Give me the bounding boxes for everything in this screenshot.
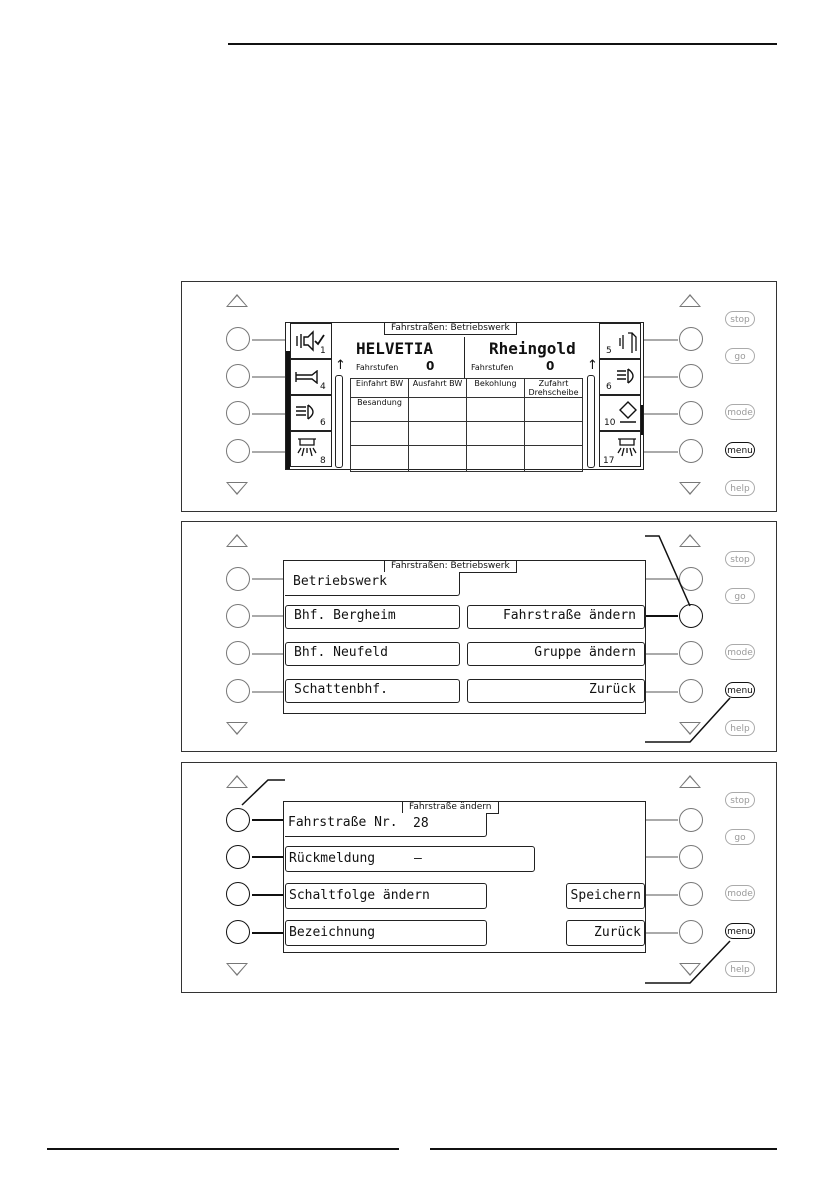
menu-key[interactable]: menu (725, 682, 755, 698)
menu-key[interactable]: menu (725, 442, 755, 458)
device-panel-3 (181, 762, 777, 993)
function-key-interior-light[interactable]: 8 (290, 431, 332, 467)
stop-key[interactable]: stop (725, 551, 755, 567)
speed-label-right: Fahrstufen (471, 363, 514, 372)
route-cell[interactable]: Zufahrt Drehscheibe (525, 379, 583, 398)
mode-key[interactable]: mode (725, 644, 755, 660)
help-key[interactable]: help (725, 480, 755, 496)
right-knob-2[interactable] (679, 364, 703, 388)
left-up-arrow-icon[interactable] (226, 294, 248, 307)
go-key[interactable]: go (725, 348, 755, 364)
route-cell[interactable] (467, 446, 525, 472)
function-key-turntable[interactable]: 10 (599, 395, 641, 431)
group-button-neufeld[interactable]: Bhf. Neufeld (285, 642, 460, 666)
group-button-betriebswerk[interactable]: Betriebswerk (285, 572, 460, 596)
rueckmeldung-field[interactable] (285, 846, 535, 872)
help-key[interactable]: help (725, 961, 755, 977)
function-key-cab-light-right[interactable]: 17 (599, 431, 641, 467)
right-knob-1[interactable] (679, 327, 703, 351)
whistle-icon (295, 370, 321, 384)
headlight-icon (295, 404, 321, 420)
route-cell[interactable] (351, 422, 409, 446)
right-down-arrow-icon[interactable] (679, 482, 701, 495)
fahrstrasse-nr-value: 28 (413, 816, 429, 831)
right-knob-3[interactable] (679, 401, 703, 425)
direction-arrow-left-icon: ↑ (335, 358, 346, 373)
fahrstrasse-nr-label: Fahrstraße Nr. (288, 815, 398, 830)
zurueck-button[interactable]: Zurück (566, 920, 645, 946)
screen-title: Fahrstraßen: Betriebswerk (384, 323, 517, 335)
footer-rule-left (47, 1148, 399, 1150)
gruppe-aendern-button[interactable]: Gruppe ändern (467, 642, 645, 666)
function-key-headlight-right[interactable]: 6 (599, 359, 641, 395)
route-cell[interactable]: Einfahrt BW (351, 379, 409, 398)
loco-name-right: Rheingold (489, 339, 576, 358)
footer-rule-right (430, 1148, 777, 1150)
route-cell[interactable] (525, 422, 583, 446)
fahrstrasse-nr-field[interactable] (285, 813, 487, 837)
display-screen-3 (283, 801, 646, 953)
speichern-button[interactable]: Speichern (566, 883, 645, 909)
screen-title: Fahrstraße ändern (402, 802, 499, 814)
route-cell[interactable]: Besandung (351, 398, 409, 422)
direction-arrow-right-icon: ↑ (587, 358, 598, 373)
function-key-bell[interactable]: 5 (599, 323, 641, 359)
left-knob-4[interactable] (226, 439, 250, 463)
group-button-schattenbhf[interactable]: Schattenbhf. (285, 679, 460, 703)
menu-key[interactable]: menu (725, 923, 755, 939)
route-cell[interactable] (525, 446, 583, 472)
left-knob-1[interactable] (226, 327, 250, 351)
speed-bar-right (587, 375, 595, 468)
function-key-horn[interactable]: 1 (290, 323, 332, 359)
left-down-arrow-icon[interactable] (226, 482, 248, 495)
cab-light-right-icon (616, 436, 640, 464)
go-key[interactable]: go (725, 588, 755, 604)
speed-value-left: 0 (426, 359, 435, 373)
rueckmeldung-value: – (414, 851, 422, 866)
stop-key[interactable]: stop (725, 311, 755, 327)
go-key[interactable]: go (725, 829, 755, 845)
zurueck-button[interactable]: Zurück (467, 679, 645, 703)
route-cell[interactable] (409, 398, 467, 422)
left-knob-2[interactable] (226, 364, 250, 388)
route-cell[interactable] (409, 422, 467, 446)
help-key[interactable]: help (725, 720, 755, 736)
cab-light-icon (295, 436, 321, 464)
right-up-arrow-icon[interactable] (679, 294, 701, 307)
route-table (350, 378, 583, 472)
route-cell[interactable]: Ausfahrt BW (409, 379, 467, 398)
route-cell[interactable] (525, 398, 583, 422)
headlight-right-icon (616, 368, 640, 384)
loco-name-left: HELVETIA (356, 339, 434, 358)
stop-key[interactable]: stop (725, 792, 755, 808)
header-rule (228, 43, 777, 45)
function-key-headlight[interactable]: 6 (290, 395, 332, 431)
bell-icon (618, 330, 638, 354)
device-panel-1 (181, 281, 777, 512)
screen-title: Fahrstraßen: Betriebswerk (384, 561, 517, 573)
speed-label-left: Fahrstufen (356, 363, 399, 372)
route-cell[interactable]: Bekohlung (467, 379, 525, 398)
display-screen-1 (285, 322, 644, 470)
group-button-bergheim[interactable]: Bhf. Bergheim (285, 605, 460, 629)
mode-key[interactable]: mode (725, 885, 755, 901)
speed-bar-left (335, 375, 343, 468)
device-panel-2 (181, 521, 777, 752)
bezeichnung-button[interactable]: Bezeichnung (285, 920, 487, 946)
turntable-icon (618, 400, 638, 426)
left-knob-3[interactable] (226, 401, 250, 425)
speed-value-right: 0 (546, 359, 555, 373)
rueckmeldung-label: Rückmeldung (289, 851, 376, 866)
mode-key[interactable]: mode (725, 404, 755, 420)
schaltfolge-aendern-button[interactable]: Schaltfolge ändern (285, 883, 487, 909)
function-key-whistle[interactable]: 4 (290, 359, 332, 395)
display-screen-2 (283, 560, 646, 714)
route-cell[interactable] (351, 446, 409, 472)
route-cell[interactable] (467, 398, 525, 422)
route-cell[interactable] (409, 446, 467, 472)
route-cell[interactable] (467, 422, 525, 446)
right-knob-4[interactable] (679, 439, 703, 463)
fahrstrasse-aendern-button[interactable]: Fahrstraße ändern (467, 605, 645, 629)
